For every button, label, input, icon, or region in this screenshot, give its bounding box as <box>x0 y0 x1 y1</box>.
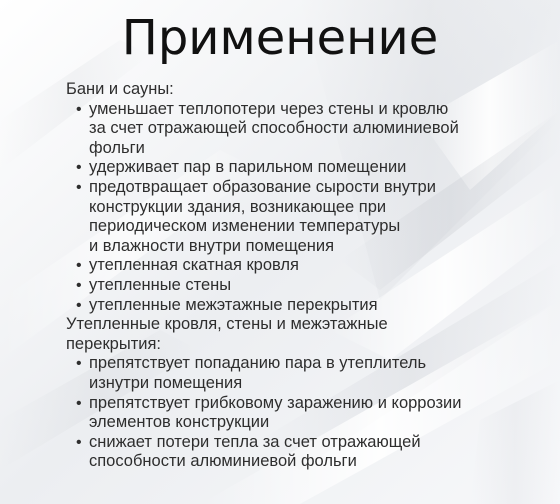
section-heading: Утепленные кровля, стены и межэтажные перекрытия: <box>66 315 388 353</box>
list-item <box>66 394 536 433</box>
list-item-text: удерживает пар в парильном помещении <box>89 158 407 177</box>
list-item <box>66 158 536 178</box>
list-item-text: утепленная скатная кровля <box>89 256 299 275</box>
list-item <box>66 296 536 316</box>
bullet-icon: • <box>76 355 82 373</box>
list-item <box>66 433 536 472</box>
list-item <box>66 354 536 393</box>
bullet-icon: • <box>76 159 82 177</box>
list-item-text: утепленные стены <box>89 275 232 294</box>
list-item-text: уменьшает теплопотери через стены и кровлю за счет отражающей способности алюминиевой фольги <box>89 99 459 157</box>
bullet-icon: • <box>76 257 82 275</box>
bullet-icon: • <box>76 394 82 412</box>
list-item <box>66 178 536 256</box>
list-item-text: снижает потери тепла за счет отражающей способности алюминиевой фольги <box>89 432 421 471</box>
list-item <box>66 276 536 296</box>
page-title: Применение <box>121 10 439 66</box>
application-text <box>66 80 536 472</box>
bullet-icon: • <box>76 276 82 294</box>
bullet-icon: • <box>76 100 82 118</box>
list-item <box>66 256 536 276</box>
bullet-icon: • <box>76 178 82 196</box>
bullet-icon: • <box>76 296 82 314</box>
bullet-icon: • <box>76 433 82 451</box>
list-item-text: препятствует грибковому заражению и коррозии элементов конструкции <box>89 393 462 432</box>
bullet-list <box>66 354 536 472</box>
bullet-list <box>66 100 536 316</box>
list-item-text: утепленные межэтажные перекрытия <box>89 295 378 314</box>
list-item-text: препятствует попаданию пара в утеплитель изнутри помещения <box>89 354 427 392</box>
list-item <box>66 100 536 159</box>
list-item-text: предотвращает образование сырости внутри конструкции здания, возникающее при периодическом изменении температуры и влажности внутри помещения <box>89 177 436 255</box>
section-heading: Бани и сауны: <box>66 80 174 98</box>
